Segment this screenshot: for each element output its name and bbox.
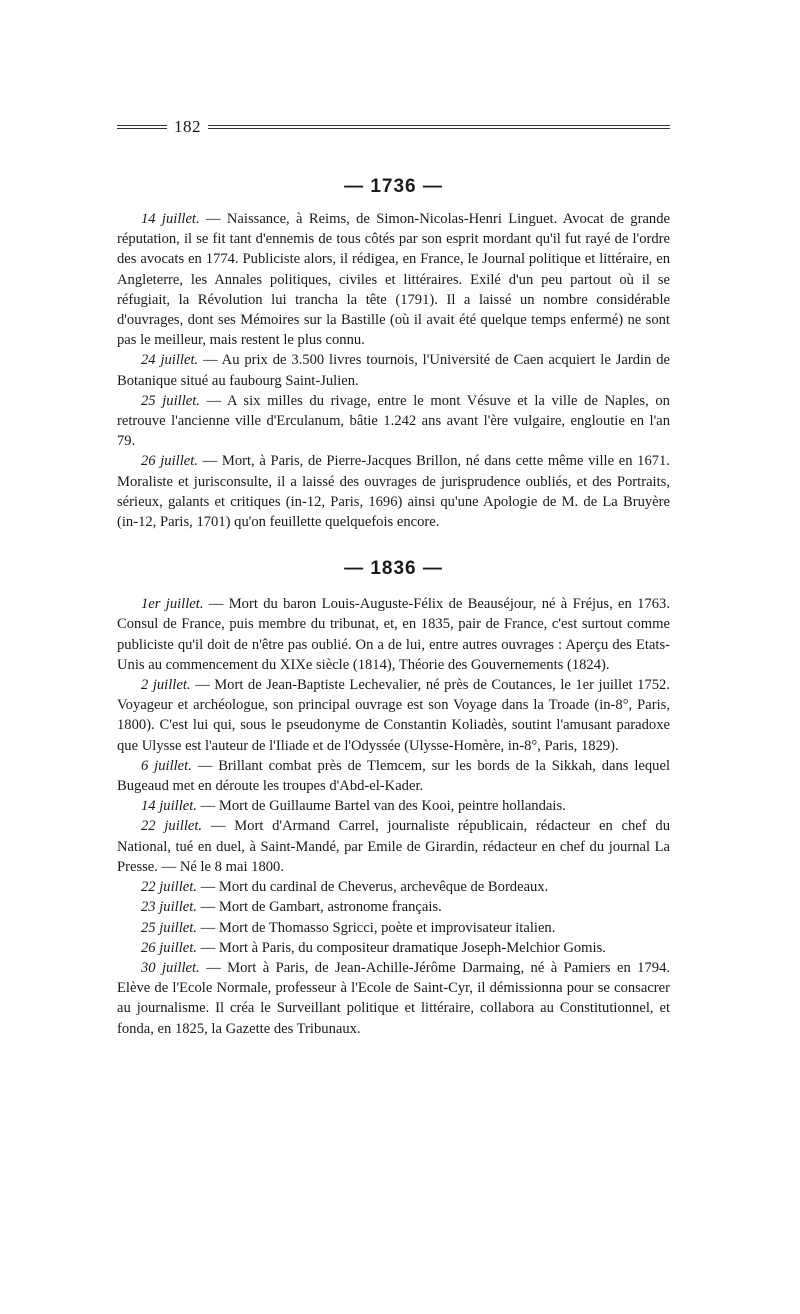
entry-date: 23 juillet. <box>141 899 197 916</box>
entry: 22 juillet. — Mort du cardinal de Cheverus, archevêque de Bordeaux. <box>141 879 549 896</box>
entry-text: Mort de Guillaume Bartel van des Kooi, peintre hollandais. <box>218 798 566 815</box>
book-page <box>117 112 670 1039</box>
entry-date: 2 juillet. <box>141 677 191 694</box>
entry: 6 juillet. — Brillant combat près de Tlemcem, sur les bords de la Sikkah, dans lequel Bugeaud met en déroute les troupes d'Abd-el-Kader. <box>117 757 671 795</box>
entry-date: 22 juillet. <box>141 818 203 835</box>
header-rule-right <box>208 125 670 129</box>
entry-text: Mort de Gambart, astronome français. <box>218 899 442 916</box>
entry-text: Brillant combat près de Tlemcem, sur les bords de la Sikkah, dans lequel Bugeaud met en déroute les troupes d'Abd-el-Kader. <box>117 757 671 795</box>
entry: 30 juillet. — Mort à Paris, de Jean-Achille-Jérôme Darmaing, né à Pamiers en 1794. Elève de l'Ecole Normale, professeur à l'Ecole de Saint-Cyr, il démissionna pour se consacrer au journalisme. Il créa le Surveillant politique et littéraire, collabora au Constitutionnel, et fonda, en 1825, la Gazette des Tribunaux. <box>117 959 671 1037</box>
entry-text: Mort à Paris, de Jean-Achille-Jérôme Darmaing, né à Pamiers en 1794. Elève de l'Ecole Normale, professeur à l'Ecole de Saint-Cyr, il démissionna pour se consacrer au journalisme. Il créa le Surveillant politique et littéraire, collabora au Constitutionnel, et fonda, en 1825, la Gazette des Tribunaux. <box>117 959 671 1037</box>
entry: 24 juillet. — Au prix de 3.500 livres tournois, l'Université de Caen acquiert le Jardin de Botanique situé au faubourg Saint-Julien. <box>117 352 670 389</box>
entry-text: Mort du cardinal de Cheverus, archevêque de Bordeaux. <box>218 879 549 896</box>
entry: 23 juillet. — Mort de Gambart, astronome français. <box>141 899 442 916</box>
entry-date: 14 juillet. <box>141 798 197 815</box>
entry: 2 juillet. — Mort de Jean-Baptiste Lechevalier, né près de Coutances, le 1er juillet 1752. Voyageur et archéologue, son principal ouvrage est son Voyage dans la Troade (in-8°, Paris, 1800). C'est lui qui, sous le pseudonyme de Constantin Koliadès, soutint l'amusant paradoxe que Ulysse est l'auteur de l'Iliade et de l'Odyssée (Ulysse-Homère, in-8°, Paris, 1829). <box>117 677 670 754</box>
entry-text: Au prix de 3.500 livres tournois, l'Université de Caen acquiert le Jardin de Botanique situé au faubourg Saint-Julien. <box>117 352 670 389</box>
entry-date: 6 juillet. <box>141 757 192 774</box>
entry: 26 juillet. — Mort à Paris, du compositeur dramatique Joseph-Melchior Gomis. <box>141 939 606 956</box>
entry-date: 25 juillet. <box>141 392 200 409</box>
entry-date: 24 juillet. <box>141 352 199 369</box>
entry-date: 1er juillet. <box>141 596 204 613</box>
entry-text: Mort, à Paris, de Pierre-Jacques Brillon, né dans cette même ville en 1671. Moraliste et jurisconsulte, il a laissé des ouvrages de jurisprudence oubliés, et des Portraits, sérieux, galants et critiques (in-12, Paris, 1696) ainsi qu'une Apologie de M. de La Bruyère (in-12, Paris, 1701) qu'on feuillette quelquefois encore. <box>117 453 670 531</box>
entry-text: Mort d'Armand Carrel, journaliste républicain, rédacteur en chef du National, tué en duel, à Saint-Mandé, par Emile de Girardin, rédacteur en chef du journal La Presse. — Né le 8 mai 1800. <box>117 818 670 875</box>
entry-date: 30 juillet. <box>141 959 200 976</box>
entry-text: Naissance, à Reims, de Simon-Nicolas-Henri Linguet. Avocat de grande réputation, il se fit tant d'ennemis de tous côtés par son esprit mordant qu'il fut rayé de l'ordre des avocats en 1774. Publiciste alors, il rédigea, en France, le Journal politique et littéraire, en Angleterre, les Annales politiques, civiles et littéraires. Exilé d'un peu partout où il se réfugiait, la Révolution lui trancha la tête (1791). Il a laissé un nombre considérable d'ouvrages, dont ses Mémoires sur la Bastille (où il avait été quelque temps enfermé) ne sont pas le meilleur, mais restent le plus connu. <box>117 211 670 349</box>
entry-date: 25 juillet. <box>141 919 197 936</box>
entry-text: Mort du baron Louis-Auguste-Félix de Beauséjour, né à Fréjus, en 1763. Consul de France, puis membre du tribunat, et, en 1835, pair de France, c'est surtout comme publiciste qu'il doit de n'être pas oublié. On a de lui, entre autres ouvrages : Aperçu des Etats-Unis au commencement du XIXe siècle (1814), Théorie des Gouvernements (1824). <box>117 596 670 673</box>
header-rule-left <box>117 125 167 129</box>
entry-date: 26 juillet. <box>141 453 198 470</box>
entry: 26 juillet. — Mort, à Paris, de Pierre-Jacques Brillon, né dans cette même ville en 1671. Moraliste et jurisconsulte, il a laissé des ouvrages de jurisprudence oubliés, et des Portraits, sérieux, galants et critiques (in-12, Paris, 1696) ainsi qu'une Apologie de M. de La Bruyère (in-12, Paris, 1701) qu'on feuillette quelquefois encore. <box>117 453 670 531</box>
entry-date: 22 juillet. <box>141 879 197 896</box>
entry-text: Mort de Thomasso Sgricci, poète et improvisateur italien. <box>218 919 556 936</box>
entry: 14 juillet. — Naissance, à Reims, de Simon-Nicolas-Henri Linguet. Avocat de grande réputation, il se fit tant d'ennemis de tous côtés par son esprit mordant qu'il fut rayé de l'ordre des avocats en 1774. Publiciste alors, il rédigea, en France, le Journal politique et littéraire, en Angleterre, les Annales politiques, civiles et littéraires. Exilé d'un peu partout où il se réfugiait, la Révolution lui trancha la tête (1791). Il a laissé un nombre considérable d'ouvrages, dont ses Mémoires sur la Bastille (où il avait été quelque temps enfermé) ne sont pas le meilleur, mais restent le plus connu. <box>117 211 670 349</box>
entry: 22 juillet. — Mort d'Armand Carrel, journaliste républicain, rédacteur en chef du National, tué en duel, à Saint-Mandé, par Emile de Girardin, rédacteur en chef du journal La Presse. — Né le 8 mai 1800. <box>117 818 670 875</box>
year-heading-1736: — 1736 — <box>344 176 443 197</box>
entry: 25 juillet. — A six milles du rivage, entre le mont Vésuve et la ville de Naples, on retrouve l'ancienne ville d'Erculanum, bâtie 1.242 ans avant l'ère vulgaire, engloutie en l'an 79. <box>117 392 670 450</box>
page-number: 182 <box>174 117 201 136</box>
page-header <box>117 112 670 142</box>
entry-text: Mort à Paris, du compositeur dramatique Joseph-Melchior Gomis. <box>218 939 606 956</box>
entry: 1er juillet. — Mort du baron Louis-Auguste-Félix de Beauséjour, né à Fréjus, en 1763. Consul de France, puis membre du tribunat, et, en 1835, pair de France, c'est surtout comme publiciste qu'il doit de n'être pas oublié. On a de lui, entre autres ouvrages : Aperçu des Etats-Unis au commencement du XIXe siècle (1814), Théorie des Gouvernements (1824). <box>117 596 670 673</box>
entry: 14 juillet. — Mort de Guillaume Bartel van des Kooi, peintre hollandais. <box>141 798 566 815</box>
entry-text: A six milles du rivage, entre le mont Vésuve et la ville de Naples, on retrouve l'ancienne ville d'Erculanum, bâtie 1.242 ans avant l'ère vulgaire, engloutie en l'an 79. <box>117 392 670 450</box>
entry-date: 26 juillet. <box>141 939 197 956</box>
year-heading-1836: — 1836 — <box>344 558 443 580</box>
entry: 25 juillet. — Mort de Thomasso Sgricci, poète et improvisateur italien. <box>141 919 556 936</box>
entry-date: 14 juillet. <box>141 211 200 227</box>
entry-text: Mort de Jean-Baptiste Lechevalier, né près de Coutances, le 1er juillet 1752. Voyageur et archéologue, son principal ouvrage est son Voyage dans la Troade (in-8°, Paris, 1800). C'est lui qui, sous le pseudonyme de Constantin Koliadès, soutint l'amusant paradoxe que Ulysse est l'auteur de l'Iliade et de l'Odyssée (Ulysse-Homère, in-8°, Paris, 1829). <box>117 677 670 754</box>
